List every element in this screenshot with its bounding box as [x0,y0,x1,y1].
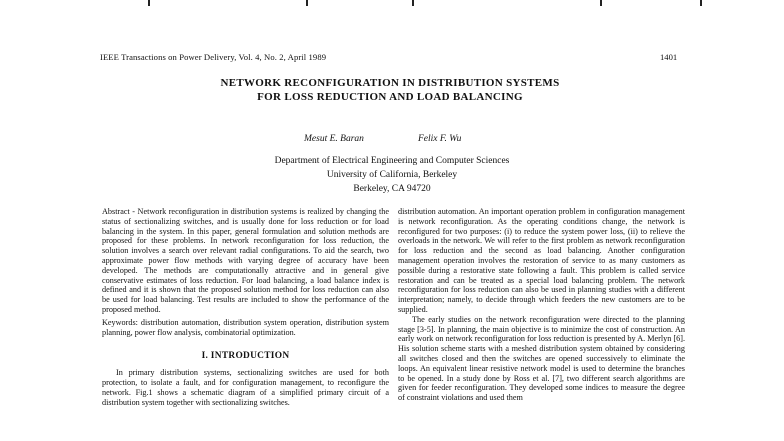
scan-mark [700,0,702,6]
keywords-label: Keywords: [102,317,138,327]
abstract-text: Network reconfiguration in distribution systems is realized by changing the status of sectionalizing switches, and is usually done for loss reduction or for load balancing in the system. In this paper, general formulation and solution methods are proposed for these problems. In network reconfiguration for loss reduction, the solution involves a search over relevant radial configurations. To aid the search, two approximate power flow methods with varying degree of accuracy have been developed. The methods are computationally attractive and in general give conservative estimates of loss reduction. For load balancing, a load balance index is defined and it is shown that the proposed solution method for loss reduction can also be used for load balancing. Test results are included to show the performance of the proposed method. [102,207,389,314]
affiliation-university: University of California, Berkeley [326,170,458,180]
title-line-1: NETWORK RECONFIGURATION IN DISTRIBUTION SYSTEMS [220,77,560,89]
scan-edge-marks [0,0,784,8]
scan-mark [412,0,414,6]
keywords [102,318,389,338]
affiliation [200,154,584,196]
intro-paragraph-1: In primary distribution systems, sectionalizing switches are used for both protection, to isolate a fault, and for configuration management, to reconfigure the network. Fig.1 shows a schematic diagram of a simplified primary circuit of a distribution system together with sectionalizing switches. [102,368,389,407]
page-number: 1401 [660,52,678,62]
affiliation-department: Department of Electrical Engineering and Computer Sciences [274,156,510,166]
right-column [398,207,685,403]
author-1: Mesut E. Baran [304,134,364,144]
left-column [102,207,389,407]
journal-header: IEEE Transactions on Power Delivery, Vol. 4, No. 2, April 1989 [100,52,327,62]
abstract-label: Abstract - [102,207,135,216]
scan-mark [600,0,602,6]
title-line-2: FOR LOSS REDUCTION AND LOAD BALANCING [257,91,523,103]
abstract [102,207,389,315]
keywords-text: distribution automation, distribution system operation, distribution system planning, power flow analysis, combinatorial optimization. [102,317,389,337]
affiliation-city: Berkeley, CA 94720 [353,184,431,194]
section-heading-introduction: I. INTRODUCTION [201,351,290,362]
author-2: Felix F. Wu [418,134,462,144]
right-paragraph-2: The early studies on the network reconfiguration were directed to the planning stage [3-5]. In planning, the main objective is to minimize the cost of construction. An early work on network reconfiguration for loss reduction is presented by A. Merlyn [6]. His solution scheme starts with a meshed distribution system obtained by considering all switches closed and then the switches are opened successively to eliminate the loops. An equivalent linear resistive network model is used to determine the branches to be opened. In a study done by Ross et al. [7], two different search algorithms are given for feeder reconfiguration. They developed some indices to measure the degree of constraint violations and used them [398,314,685,403]
right-paragraph-1: distribution automation. An important operation problem in configuration management is network reconfiguration. As the operating conditions change, the network is reconfigured for two purposes: (i) to reduce the system power loss, (ii) to relieve the overloads in the network. We will refer to the first problem as network reconfiguration for loss reduction and the second as load balancing. Another configuration management operation involves the restoration of service to as many customers as possible during a restorative state following a fault. This problem is called service restoration and can be treated as a special load balancing problem. The network reconfiguration for loss reduction can also be used in planning studies with a different interpretation; namely, to decide through which feeders the new customers are to be supplied. [398,207,685,314]
scan-mark [148,0,150,6]
paper-title [140,76,640,104]
scan-mark [306,0,308,6]
